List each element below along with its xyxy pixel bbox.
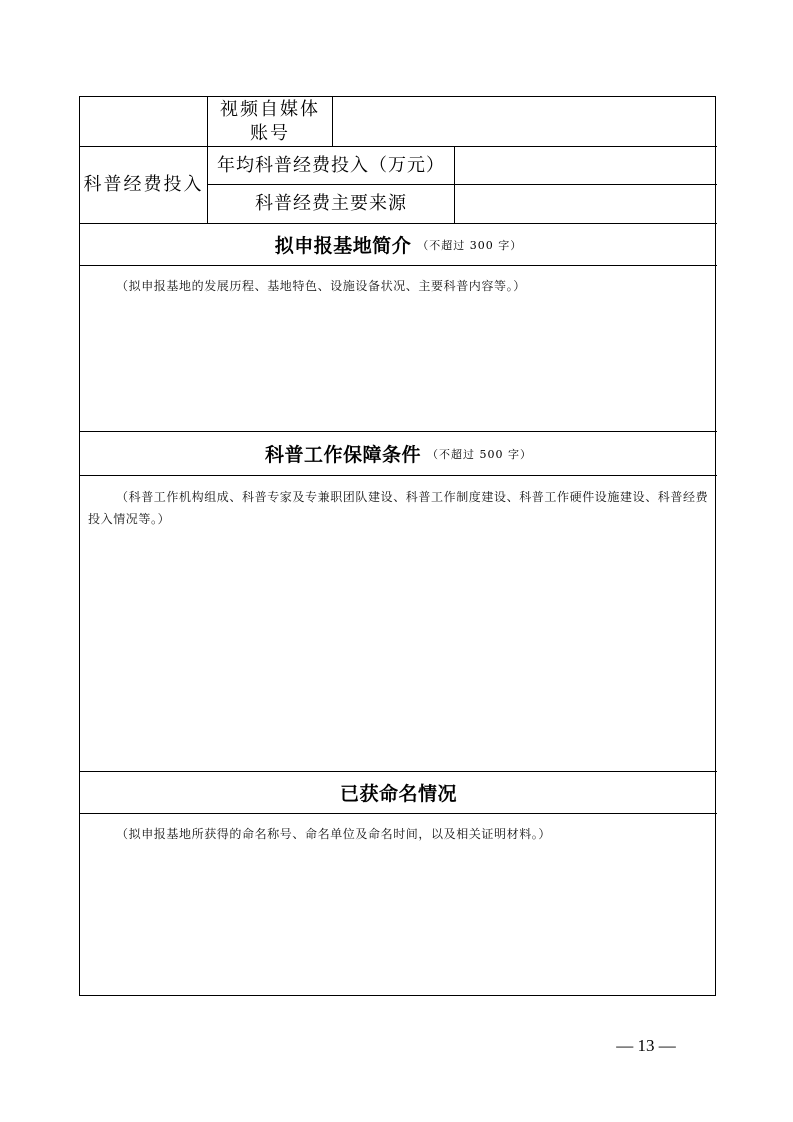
application-form-table: [79, 96, 716, 996]
section-title: 已获命名情况: [339, 783, 457, 805]
section-hint-titles-obtained: （拟申报基地所获得的命名称号、命名单位及命名时间，以及相关证明材料。）: [116, 827, 552, 841]
video-account-label: 视频自媒体账号: [220, 99, 320, 144]
section-hint-base-intro: （拟申报基地的发展历程、基地特色、设施设备状况、主要科普内容等。）: [116, 279, 526, 293]
video-account-value[interactable]: [333, 97, 717, 146]
section-header-base-intro: [80, 224, 717, 265]
funding-source-value[interactable]: [455, 185, 717, 223]
funding-source-label: 科普经费主要来源: [255, 193, 407, 214]
section-word-limit: （不超过 300 字）: [417, 238, 523, 252]
work-conditions-content-area[interactable]: [80, 476, 717, 771]
annual-funding-label: 年均科普经费投入（万元）: [217, 154, 445, 176]
titles-obtained-content-area[interactable]: [80, 814, 717, 996]
section-title: 科普工作保障条件: [264, 444, 421, 466]
section-word-limit: （不超过 500 字）: [427, 447, 532, 461]
base-intro-content-area[interactable]: [80, 266, 717, 431]
page-number: — 13 —: [616, 1036, 676, 1055]
section-hint-work-conditions: （科普工作机构组成、科普专家及专兼职团队建设、科普工作制度建设、科普工作硬件设施建设、科普经费投入情况等。）: [88, 490, 709, 526]
section-header-work-conditions: [80, 432, 717, 475]
section-header-titles-obtained: [80, 772, 717, 813]
section-title: 拟申报基地简介: [274, 235, 412, 257]
annual-funding-value[interactable]: [455, 147, 717, 184]
empty-cell-left-top: [80, 97, 207, 146]
funding-label: 科普经费投入: [83, 173, 204, 195]
